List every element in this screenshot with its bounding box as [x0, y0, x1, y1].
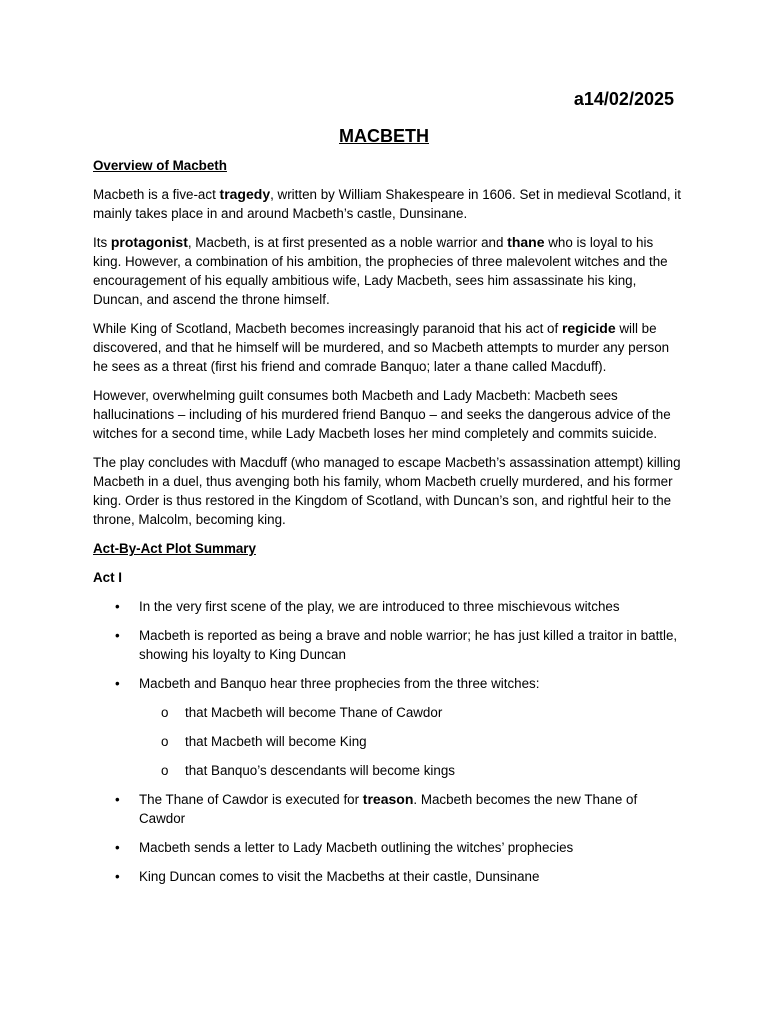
text-run: who is loyal to his king. However, a combination of his ambition, the prophecies of three malevolent witches and the encouragement of his equally ambitious wife, Lady Macbeth, sees him assassinate his king, Duncan, and ascend the throne himself.: [93, 235, 668, 307]
bullet-icon: •: [115, 869, 120, 884]
text-run: will be discovered, and that he himself will be murdered, and so Macbeth attempts to murder any person he sees as a threat (first his friend and comrade Banquo; later a thane called Macduff).: [93, 321, 670, 374]
overview-paragraph-5: The play concludes with Macduff (who managed to escape Macbeth’s assassination attempt) killing Macbeth in a duel, thus avenging both his family, whom Macbeth cruelly murdered, and his former king. Order is thus restored in the Kingdom of Scotland, with Duncan’s son, and rightful heir to the throne, Malcolm, becoming king.: [93, 455, 681, 527]
overview-paragraph-1: [93, 185, 683, 223]
document-title: MACBETH: [339, 126, 429, 146]
circle-bullet-icon: o: [161, 705, 169, 720]
list-item-text: Macbeth sends a letter to Lady Macbeth outlining the witches’ prophecies: [139, 840, 574, 855]
act-1-heading: Act I: [93, 570, 123, 585]
sub-list-item-text: that Banquo’s descendants will become kings: [185, 763, 455, 778]
list-item: [93, 867, 683, 886]
list-item-text: Macbeth and Banquo hear three prophecies from the three witches:: [139, 676, 540, 691]
overview-paragraph-4: However, overwhelming guilt consumes both Macbeth and Lady Macbeth: Macbeth sees hallucinations – including of his murdered friend Banquo – and seeks the dangerous advice of the witches for a second time, while Lady Macbeth loses her mind completely and commits suicide.: [93, 388, 671, 441]
text-run: . Macbeth becomes the new Thane of Cawdor: [139, 792, 638, 826]
circle-bullet-icon: o: [161, 734, 169, 749]
overview-paragraph-3: [93, 319, 683, 376]
bullet-icon: •: [115, 792, 120, 807]
sub-list-item: [139, 732, 683, 751]
key-term-thane: thane: [507, 234, 545, 250]
document-date: a14/02/2025: [573, 89, 674, 109]
act-1-bullet-list: [93, 597, 683, 886]
key-term-treason: treason: [362, 791, 414, 807]
plot-summary-heading: Act-By-Act Plot Summary: [93, 541, 256, 556]
text-run: , written by William Shakespeare in 1606. Set in medieval Scotland, it mainly takes place in and around Macbeth’s castle, Dunsinane.: [93, 187, 681, 221]
text-run: While King of Scotland, Macbeth becomes increasingly paranoid that his act of: [93, 321, 562, 336]
list-item-text: In the very first scene of the play, we are introduced to three mischievous witches: [139, 599, 620, 614]
list-item-text: Macbeth is reported as being a brave and noble warrior; he has just killed a traitor in battle, showing his loyalty to King Duncan: [139, 628, 678, 662]
list-item: [93, 674, 683, 780]
text-run: , Macbeth, is at first presented as a noble warrior and: [187, 235, 508, 250]
list-item: [93, 838, 683, 857]
key-term-regicide: regicide: [561, 320, 616, 336]
list-item: [93, 626, 683, 664]
bullet-icon: •: [115, 628, 120, 643]
prophecy-sub-list: [139, 703, 683, 780]
list-item-text: King Duncan comes to visit the Macbeths at their castle, Dunsinane: [139, 869, 540, 884]
bullet-icon: •: [115, 676, 120, 691]
bullet-icon: •: [115, 840, 120, 855]
key-term-tragedy: tragedy: [219, 186, 271, 202]
text-run: The Thane of Cawdor is executed for: [139, 792, 363, 807]
list-item: [93, 597, 683, 616]
text-run: Macbeth is a five-act: [93, 187, 220, 202]
sub-list-item-text: that Macbeth will become King: [185, 734, 367, 749]
text-run: Its: [93, 235, 111, 250]
sub-list-item-text: that Macbeth will become Thane of Cawdor: [185, 705, 443, 720]
sub-list-item: [139, 703, 683, 722]
sub-list-item: [139, 761, 683, 780]
list-item: [93, 790, 683, 828]
key-term-protagonist: protagonist: [110, 234, 188, 250]
circle-bullet-icon: o: [161, 763, 169, 778]
overview-heading: Overview of Macbeth: [93, 158, 227, 173]
bullet-icon: •: [115, 599, 120, 614]
document-body: [93, 156, 683, 896]
overview-paragraph-2: [93, 233, 683, 309]
